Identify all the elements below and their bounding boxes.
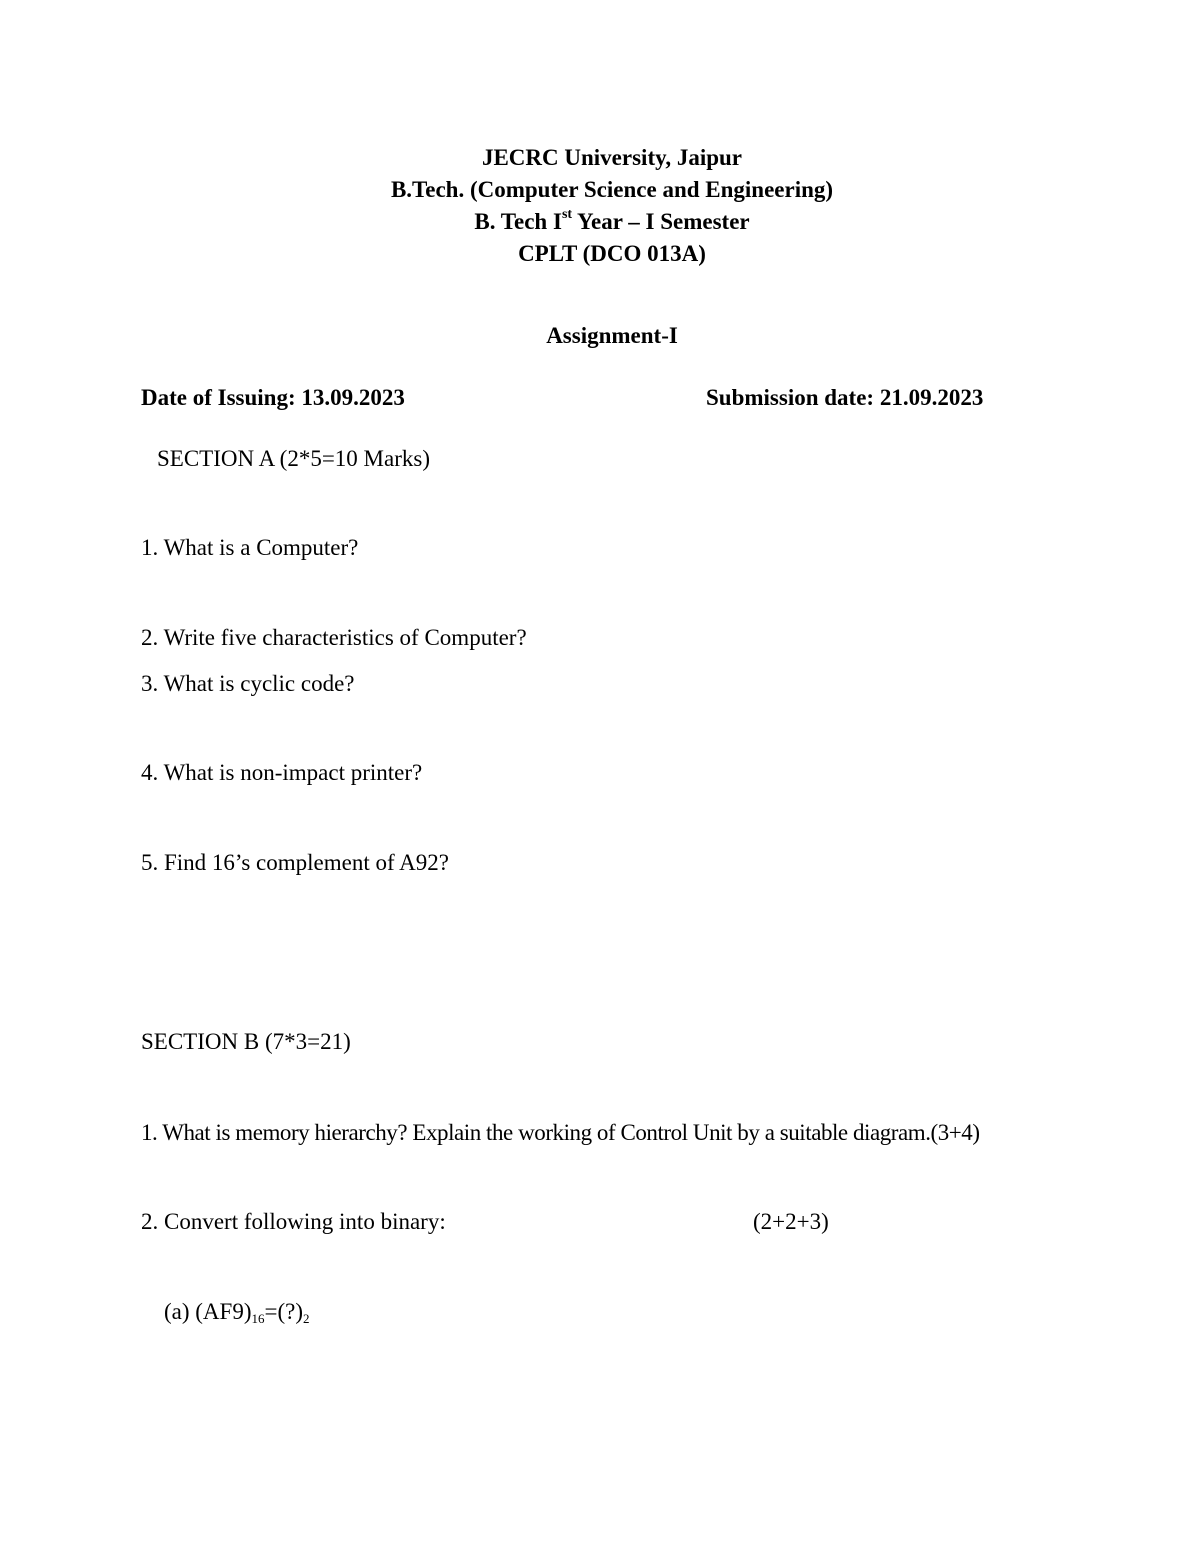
section-a-question-5: 5. Find 16’s complement of A92? (141, 850, 449, 875)
question-2a-equals: =(?) (264, 1299, 303, 1324)
section-b-question-2a (164, 1298, 310, 1326)
university-name: JECRC University, Jaipur (481, 145, 743, 170)
submission-date: Submission date: 21.09.2023 (706, 385, 984, 410)
issuing-date: Date of Issuing: 13.09.2023 (141, 385, 405, 410)
year-suffix: Year – I Semester (572, 209, 750, 234)
year-semester (0, 208, 1200, 236)
section-a-question-1: 1. What is a Computer? (141, 535, 359, 560)
course-code: CPLT (DCO 013A) (518, 241, 706, 266)
section-a-question-4: 4. What is non-impact printer? (141, 760, 423, 785)
section-b-title: SECTION B (7*3=21) (141, 1029, 351, 1054)
section-b-question-2: 2. Convert following into binary: (141, 1209, 446, 1234)
section-a-question-2: 2. Write five characteristics of Computer? (141, 625, 527, 650)
section-b-question-2-marks: (2+2+3) (753, 1209, 829, 1234)
year-prefix: B. Tech I (474, 209, 562, 234)
year-ordinal: st (561, 207, 573, 223)
question-2a-label: (a) (AF9) (164, 1299, 252, 1324)
program-name: B.Tech. (Computer Science and Engineering) (390, 177, 834, 202)
section-b-question-1: 1. What is memory hierarchy? Explain the working of Control Unit by a suitable diagram.(3+4) (141, 1120, 980, 1145)
assignment-title: Assignment-I (546, 323, 678, 348)
section-a-title: SECTION A (2*5=10 Marks) (157, 446, 430, 471)
question-2a-base-from: 16 (251, 1311, 265, 1326)
question-2a-base-to: 2 (303, 1311, 310, 1326)
section-a-question-3: 3. What is cyclic code? (141, 671, 355, 696)
